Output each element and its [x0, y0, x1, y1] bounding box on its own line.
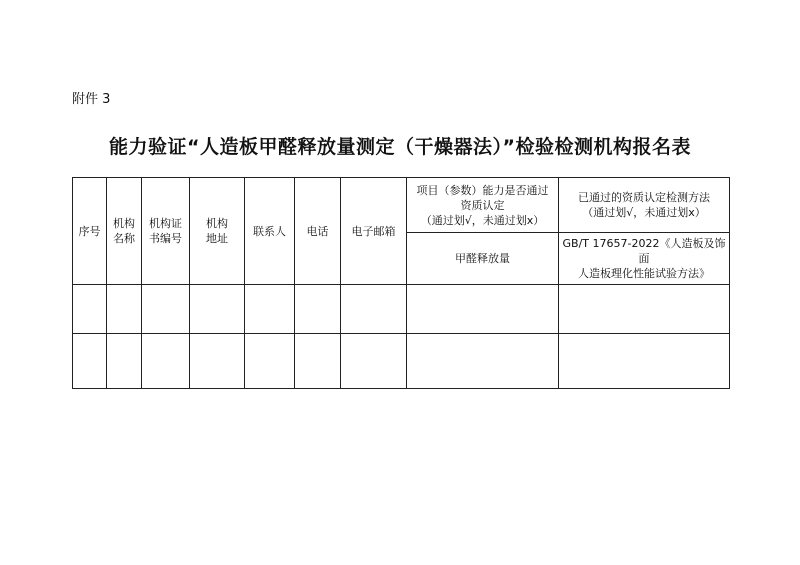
header-method-sub: GB/T 17657-2022《人造板及饰面 人造板理化性能试验方法》 [559, 233, 730, 285]
cell-phone[interactable] [295, 334, 341, 389]
header-contact: 联系人 [245, 178, 295, 285]
header-email: 电子邮箱 [341, 178, 407, 285]
header-project-group: 项目（参数）能力是否通过 资质认定 （通过划√，未通过划x） [407, 178, 559, 233]
cell-cert-no[interactable] [142, 285, 190, 334]
cell-email[interactable] [341, 285, 407, 334]
cell-email[interactable] [341, 334, 407, 389]
table-row [73, 285, 730, 334]
cell-method[interactable] [559, 285, 730, 334]
cell-project[interactable] [407, 285, 559, 334]
cell-project[interactable] [407, 334, 559, 389]
cell-method[interactable] [559, 334, 730, 389]
table-row [73, 334, 730, 389]
header-phone: 电话 [295, 178, 341, 285]
cell-seq[interactable] [73, 285, 107, 334]
cell-org-name[interactable] [107, 334, 142, 389]
attachment-label: 附件 3 [72, 92, 111, 107]
header-org-name: 机构 名称 [107, 178, 142, 285]
header-method-group: 已通过的资质认定检测方法 （通过划√，未通过划x） [559, 178, 730, 233]
cell-contact[interactable] [245, 285, 295, 334]
header-project-sub: 甲醛释放量 [407, 233, 559, 285]
form-title: 能力验证“人造板甲醛释放量测定（干燥器法）”检验检测机构报名表 [109, 136, 691, 158]
cell-phone[interactable] [295, 285, 341, 334]
header-address: 机构 地址 [190, 178, 245, 285]
cell-address[interactable] [190, 285, 245, 334]
header-seq: 序号 [73, 178, 107, 285]
cell-cert-no[interactable] [142, 334, 190, 389]
cell-contact[interactable] [245, 334, 295, 389]
header-cert-no: 机构证 书编号 [142, 178, 190, 285]
cell-seq[interactable] [73, 334, 107, 389]
registration-table [72, 177, 730, 389]
cell-address[interactable] [190, 334, 245, 389]
cell-org-name[interactable] [107, 285, 142, 334]
